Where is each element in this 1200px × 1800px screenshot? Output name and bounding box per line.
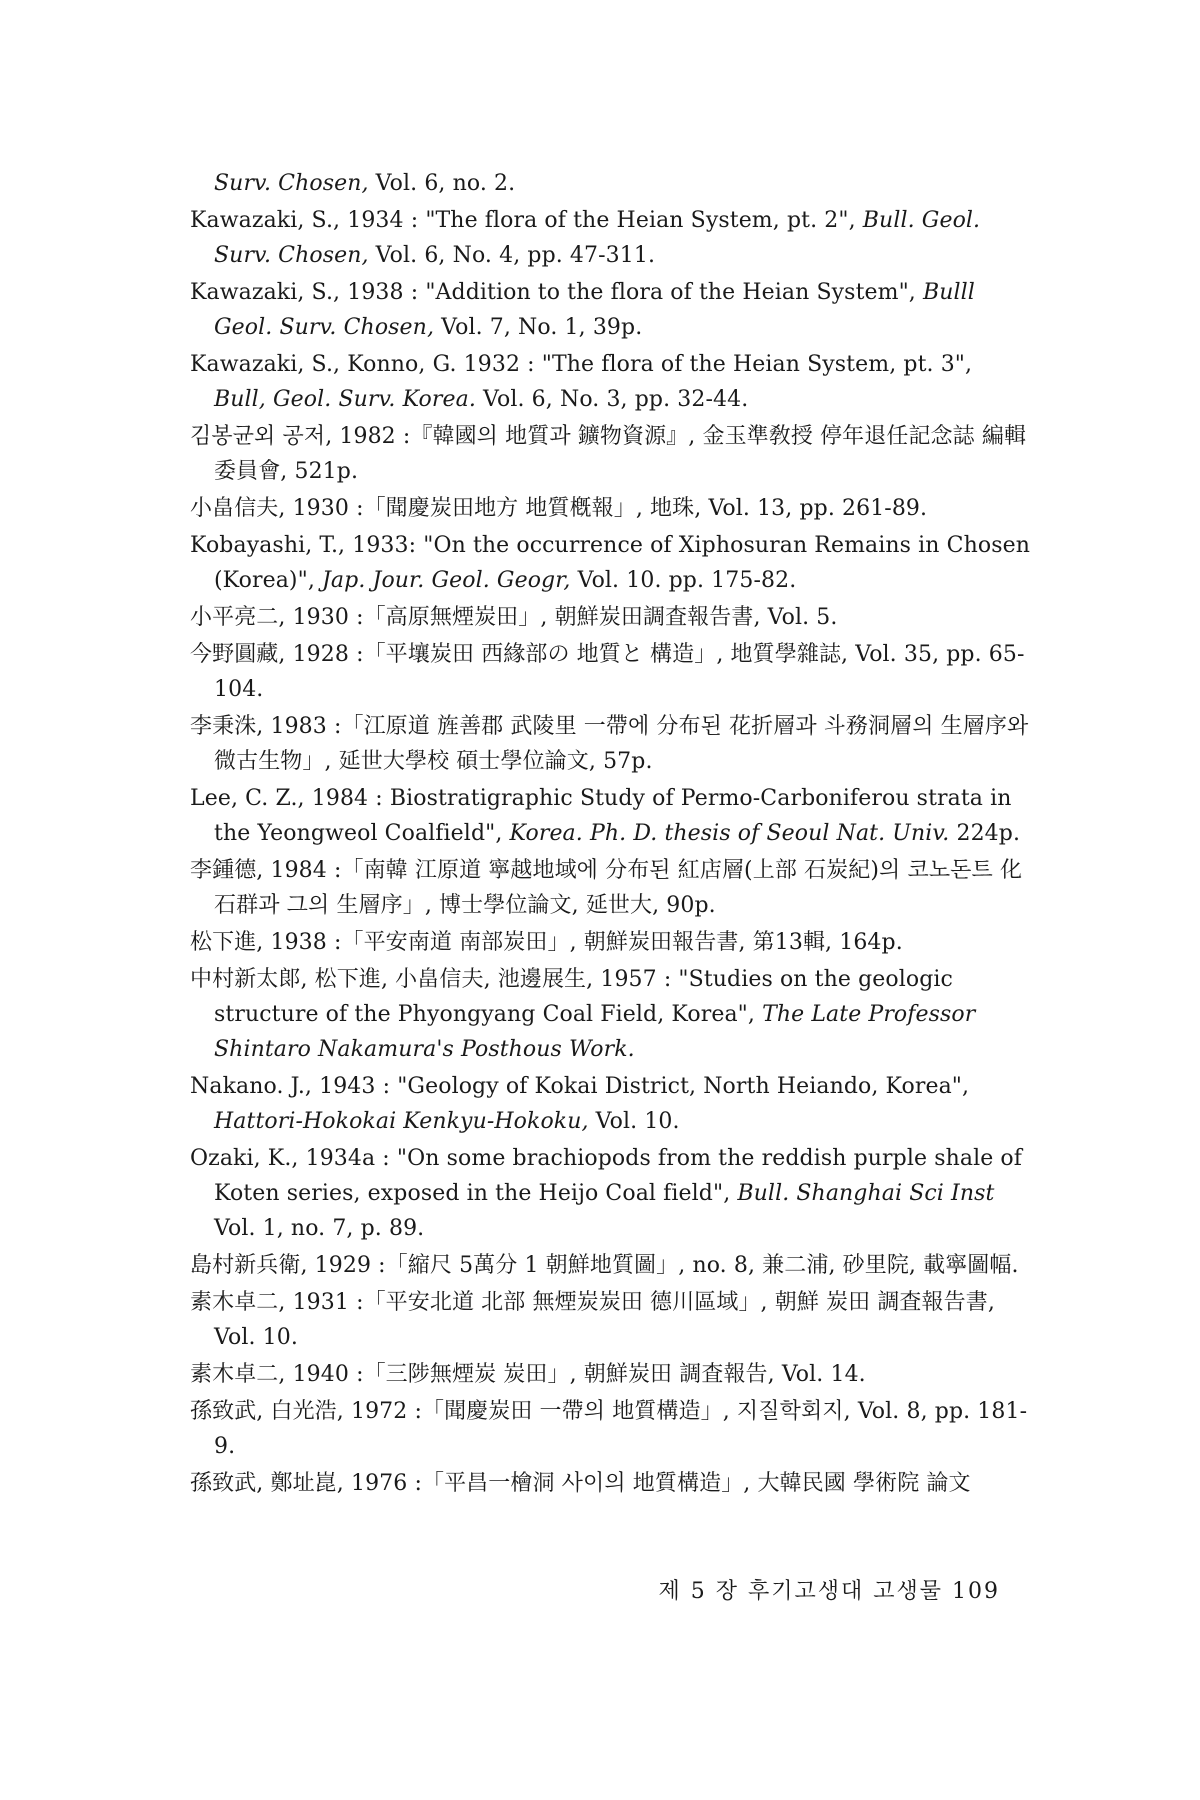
reference-text-segment: Vol. 6, no. 2. <box>368 171 516 196</box>
reference-text-segment: Vol. 10. pp. 175-82. <box>570 568 797 593</box>
reference-entry <box>190 1248 1030 1283</box>
reference-entry <box>190 781 1030 851</box>
reference-italic-segment: Bull, Geol. Surv. Korea. <box>214 387 476 412</box>
reference-text-segment: Ozaki, K., 1934a : "On some brachiopods from the reddish purple shale of Koten series, exposed in the Heijo Coal field", <box>190 1146 1023 1206</box>
reference-text-segment: 김봉균외 공저, 1982 :『韓國의 地質과 鑛物資源』, 金玉準敎授 停年退任記念誌 編輯委員會, 521p. <box>190 424 1027 484</box>
reference-text-segment: Vol. 1, no. 7, p. 89. <box>214 1216 425 1241</box>
reference-entry <box>190 491 1030 526</box>
reference-entry <box>190 853 1030 923</box>
reference-text-segment: Lee, C. Z., 1984 : Biostratigraphic Study of Permo-Carboniferou strata in the Yeongweol Coalfield", <box>190 786 1012 846</box>
reference-entry <box>190 637 1030 707</box>
reference-entry <box>190 709 1030 779</box>
reference-text-segment: Vol. 6, No. 3, pp. 32-44. <box>475 387 749 412</box>
reference-text-segment: Kawazaki, S., Konno, G. 1932 : "The flora of the Heian System, pt. 3", <box>190 352 973 377</box>
reference-entry <box>190 1394 1030 1464</box>
reference-text-segment: 孫致武, 鄭址崑, 1976 :「平昌一檜洞 사이의 地質構造」, 大韓民國 學術院 論文 <box>190 1471 971 1496</box>
reference-entry <box>190 600 1030 635</box>
reference-entry <box>190 925 1030 960</box>
reference-entry <box>190 962 1030 1067</box>
reference-text-segment: 孫致武, 白光浩, 1972 :「聞慶炭田 一帶의 地質構造」, 지질학회지, Vol. 8, pp. 181-9. <box>190 1399 1028 1459</box>
reference-text-segment: Vol. 6, No. 4, pp. 47-311. <box>368 243 656 268</box>
page-footer: 제 5 장 후기고생대 고생물 109 <box>658 1579 1000 1604</box>
reference-text-segment: Vol. 7, No. 1, 39p. <box>434 315 643 340</box>
reference-entry <box>190 1285 1030 1355</box>
reference-list <box>190 166 1030 1503</box>
reference-entry <box>190 275 1030 345</box>
reference-text-segment: 島村新兵衛, 1929 :「縮尺 5萬分 1 朝鮮地質圖」, no. 8, 兼二浦, 砂里院, 載寧圖幅. <box>190 1253 1019 1278</box>
reference-text-segment: Kawazaki, S., 1938 : "Addition to the flora of the Heian System", <box>190 280 923 305</box>
reference-entry <box>190 1466 1030 1501</box>
reference-entry <box>190 347 1030 417</box>
reference-text-segment: Nakano. J., 1943 : "Geology of Kokai District, North Heiando, Korea", <box>190 1074 970 1099</box>
reference-text-segment: Vol. 10. <box>588 1109 680 1134</box>
reference-italic-segment: Hattori-Hokokai Kenkyu-Hokoku, <box>214 1109 589 1134</box>
reference-text-segment: 224p. <box>949 821 1021 846</box>
reference-italic-segment: Bull. Shanghai Sci Inst <box>737 1181 995 1206</box>
reference-continuation <box>190 166 1030 201</box>
reference-text-segment: 素木卓二, 1940 :「三陟無煙炭 炭田」, 朝鮮炭田 調査報告, Vol. 14. <box>190 1362 866 1387</box>
reference-text-segment: 今野圓藏, 1928 :「平壤炭田 西緣部の 地質と 構造」, 地質學雜誌, Vol. 35, pp. 65-104. <box>190 642 1025 702</box>
reference-italic-segment: Bulll Geol. Surv. Chosen, <box>214 280 975 340</box>
reference-text-segment: 小畠信夫, 1930 :「聞慶炭田地方 地質槪報」, 地珠, Vol. 13, pp. 261-89. <box>190 496 928 521</box>
reference-italic-segment: Surv. Chosen, <box>214 171 369 196</box>
reference-entry <box>190 1141 1030 1246</box>
reference-entry <box>190 1069 1030 1139</box>
reference-italic-segment: Jap. Jour. Geol. Geogr, <box>322 568 571 593</box>
reference-entry <box>190 1357 1030 1392</box>
reference-italic-segment: Bull. Geol. Surv. Chosen, <box>214 208 981 268</box>
reference-entry <box>190 419 1030 489</box>
reference-text-segment: 素木卓二, 1931 :「平安北道 北部 無煙炭炭田 德川區域」, 朝鮮 炭田 調査報告書, Vol. 10. <box>190 1290 995 1350</box>
reference-text-segment: 松下進, 1938 :「平安南道 南部炭田」, 朝鮮炭田報告書, 第13輯, 164p. <box>190 930 903 955</box>
reference-text-segment: 小平亮二, 1930 :「高原無煙炭田」, 朝鮮炭田調査報告書, Vol. 5. <box>190 605 838 630</box>
reference-text-segment: 李秉洙, 1983 :「江原道 旌善郡 武陵里 一帶에 分布된 花折層과 斗務洞層의 生層序와 微古生物」, 延世大學校 碩士學位論文, 57p. <box>190 714 1029 774</box>
reference-text-segment: 中村新太郞, 松下進, 小畠信夫, 池邊展生, 1957 : "Studies on the geologic structure of the Phyongyang Coal Field, Korea", <box>190 967 953 1027</box>
reference-italic-segment: The Late Professor Shintaro Nakamura's Posthous Work. <box>214 1002 976 1062</box>
reference-text-segment: Kobayashi, T., 1933: "On the occurrence of Xiphosuran Remains in Chosen (Korea)", <box>190 533 1030 593</box>
reference-italic-segment: Korea. Ph. D. thesis of Seoul Nat. Univ. <box>509 821 950 846</box>
reference-entry <box>190 203 1030 273</box>
reference-text-segment: Kawazaki, S., 1934 : "The flora of the Heian System, pt. 2", <box>190 208 863 233</box>
reference-entry <box>190 528 1030 598</box>
reference-text-segment: 李鍾德, 1984 :「南韓 江原道 寧越地域에 分布된 紅店層(上部 石炭紀)의 코노돈트 化石群과 그의 生層序」, 博士學位論文, 延世大, 90p. <box>190 858 1023 918</box>
